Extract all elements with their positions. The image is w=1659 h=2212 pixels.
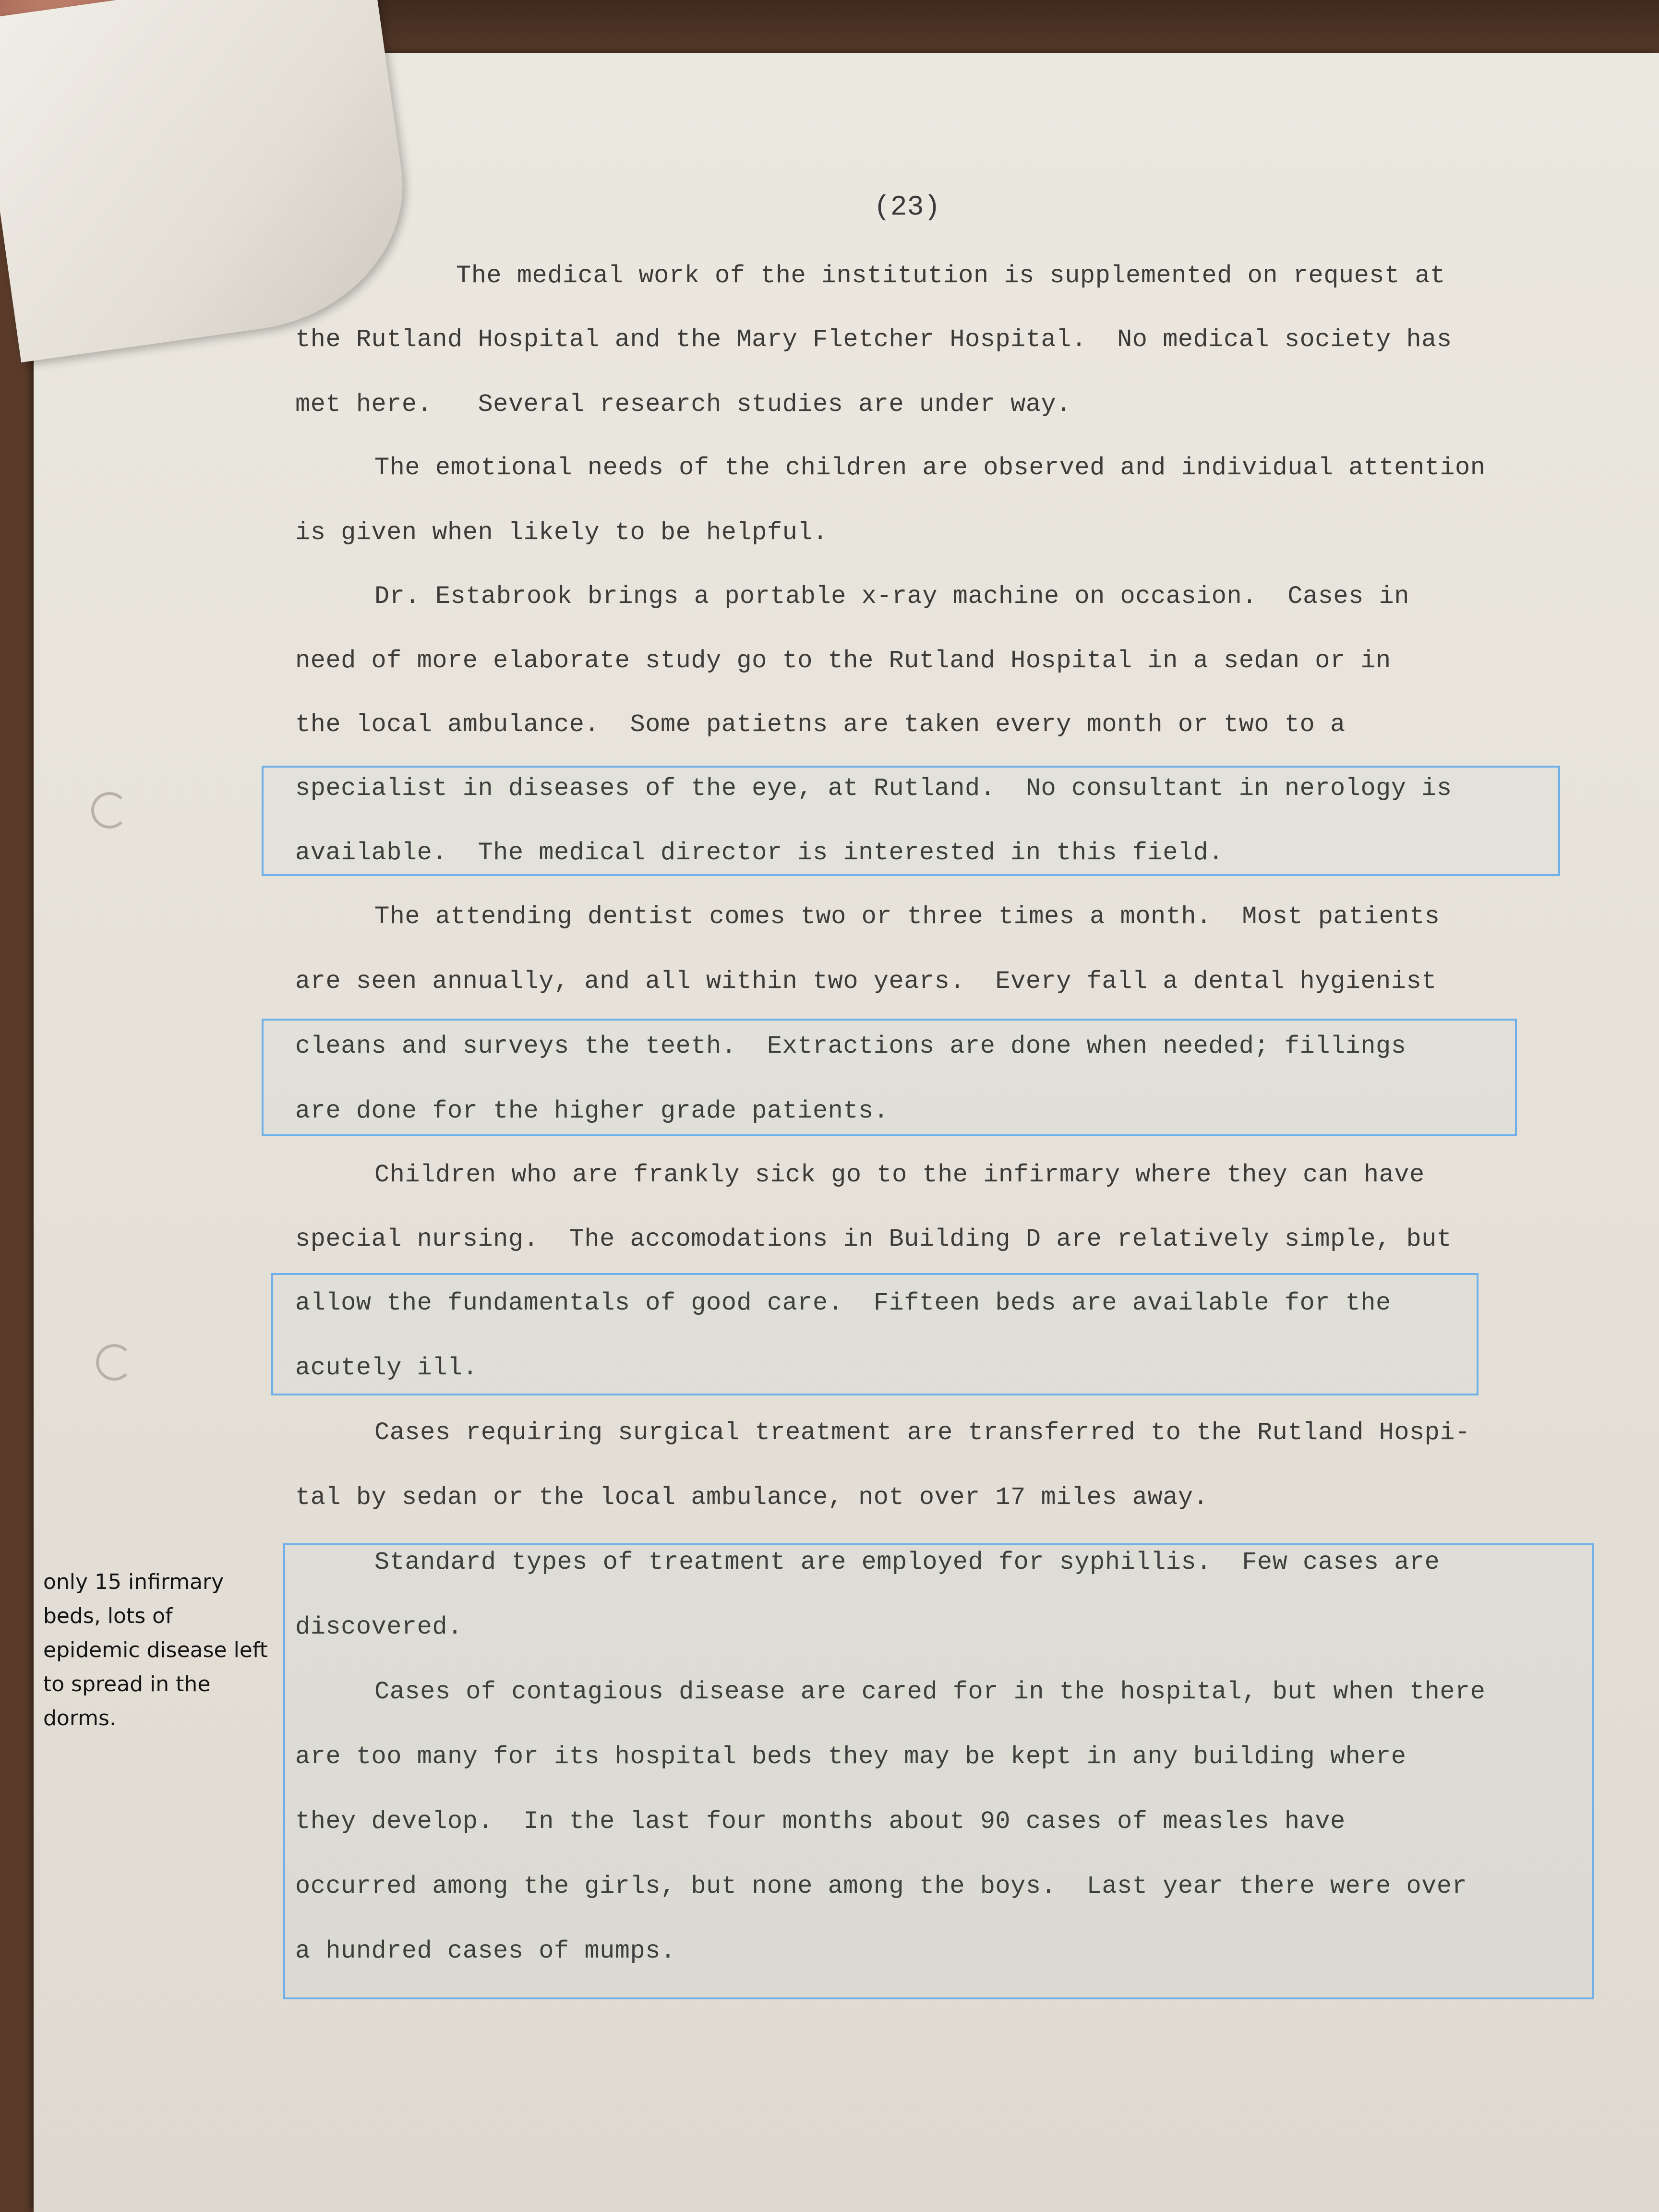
text-line: The medical work of the institution is supplemented on request at: [456, 262, 1445, 290]
punch-hole-icon: [91, 792, 128, 829]
text-line: discovered.: [295, 1613, 463, 1641]
text-line: The attending dentist comes two or three times a month. Most patients: [374, 902, 1440, 931]
text-line: need of more elaborate study go to the Rutland Hospital in a sedan or in: [295, 647, 1391, 675]
text-line: Standard types of treatment are employed for syphillis. Few cases are: [374, 1548, 1440, 1576]
text-line: special nursing. The accomodations in Building D are relatively simple, but: [295, 1225, 1452, 1253]
text-line: Cases requiring surgical treatment are transferred to the Rutland Hospi-: [374, 1419, 1470, 1447]
punch-hole-icon: [96, 1344, 132, 1381]
highlight-box-infirmary: [271, 1273, 1479, 1395]
text-line: available. The medical director is interested in this field.: [295, 839, 1224, 867]
text-line: a hundred cases of mumps.: [295, 1937, 676, 1965]
annotation-note: only 15 infirmary beds, lots of epidemic disease left to spread in the dorms.: [43, 1570, 268, 1731]
text-line: the Rutland Hospital and the Mary Fletcher Hospital. No medical society has: [295, 325, 1452, 354]
highlight-box-neurology: [262, 766, 1560, 876]
text-line: Cases of contagious disease are cared for in the hospital, but when there: [374, 1678, 1486, 1706]
page-number: (23): [874, 192, 941, 223]
text-line: occurred among the girls, but none among the boys. Last year there were over: [295, 1872, 1467, 1900]
text-line: are done for the higher grade patients.: [295, 1097, 889, 1125]
text-line: The emotional needs of the children are observed and individual attention: [374, 454, 1486, 482]
text-line: acutely ill.: [295, 1354, 478, 1382]
highlight-box-dental: [262, 1019, 1517, 1136]
text-line: Dr. Estabrook brings a portable x-ray machine on occasion. Cases in: [374, 582, 1409, 611]
text-line: are too many for its hospital beds they may be kept in any building where: [295, 1743, 1407, 1771]
text-line: the local ambulance. Some patietns are taken every month or two to a: [295, 710, 1346, 739]
text-line: cleans and surveys the teeth. Extractions are done when needed; fillings: [295, 1032, 1407, 1060]
text-line: met here. Several research studies are under way.: [295, 390, 1071, 419]
text-line: allow the fundamentals of good care. Fifteen beds are available for the: [295, 1289, 1391, 1317]
text-line: they develop. In the last four months about 90 cases of measles have: [295, 1807, 1346, 1836]
text-line: tal by sedan or the local ambulance, not over 17 miles away.: [295, 1483, 1209, 1512]
text-line: Children who are frankly sick go to the infirmary where they can have: [374, 1161, 1425, 1189]
text-line: is given when likely to be helpful.: [295, 518, 828, 547]
text-line: are seen annually, and all within two years. Every fall a dental hygienist: [295, 967, 1437, 996]
text-line: specialist in diseases of the eye, at Rutland. No consultant in nerology is: [295, 774, 1452, 803]
highlight-box-contagious: [283, 1543, 1594, 1999]
